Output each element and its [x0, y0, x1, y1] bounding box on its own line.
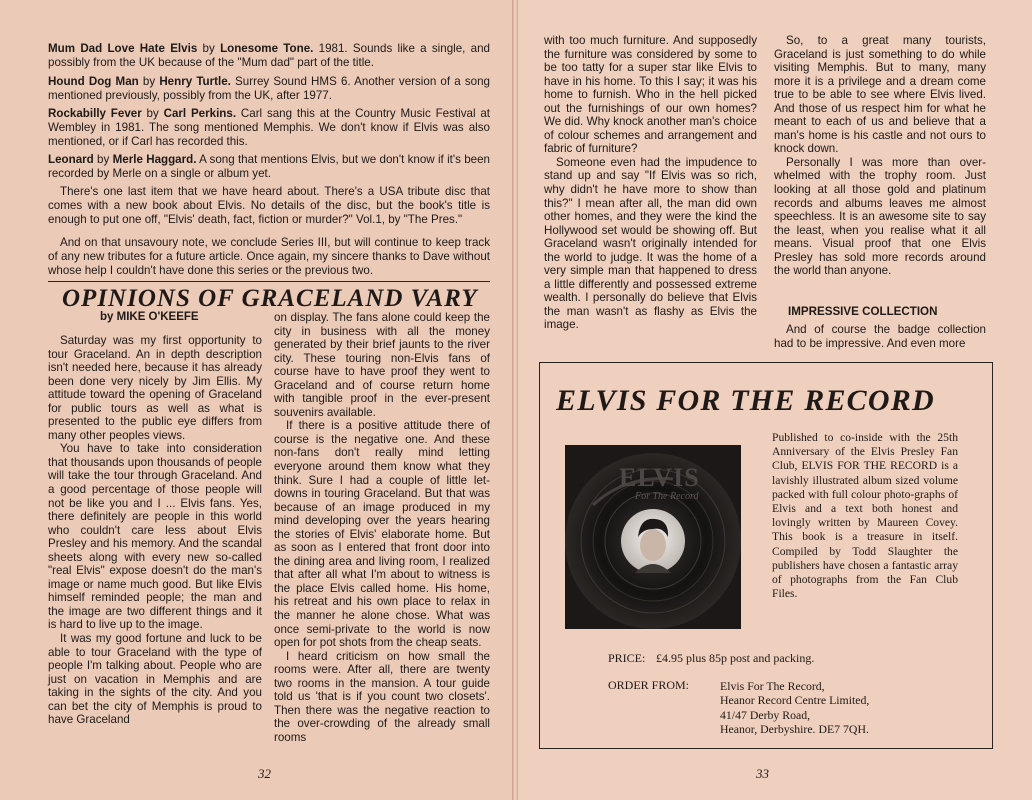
- article-paragraph: And of course the badge collection had to be impressive. And even more: [774, 323, 986, 350]
- article-paragraph: Someone even had the impudence to stand up and say "If Elvis was so rich, why didn't he have more to show than this?" I mean after all, the man did own other homes, and they were the kind the Hollywood set would be showing off. But Graceland wasn't originally intended for the world to judge. It was the home of a very simple man that happened to dress a little differently and possessed extreme wealth. I personally do believe that Elvis the man wasn't as flashy as Elvis the image.: [544, 155, 757, 332]
- address-line: Heanor, Derbyshire. DE7 7QH.: [720, 722, 869, 737]
- closing-paragraph: And on that unsavoury note, we conclude Series III, but will continue to keep track of any new tributes for a future article. Once again, my sincere thanks to Dave without whose help I couldn't have done this series or the previous two.: [48, 236, 490, 278]
- page-spine: [512, 0, 518, 800]
- article-paragraph: It was my good fortune and luck to be able to tour Graceland with the type of people I'm talking about. People who are just on vacation in Memphis and are taking in the sights of the city. And you can bet the city of Memphis is proud to have Graceland: [48, 632, 262, 727]
- article-paragraph: on display. The fans alone could keep the city in business with all the money generated by their brief jaunts to the river city. These touring non-Elvis fans of course have to have proof they went to Graceland and of course return home with tangible proof in the ever-present souvenirs available.: [274, 311, 490, 419]
- article-column-3: [544, 34, 757, 332]
- article-paragraph: You have to take into consideration that thousands upon thousands of people will take the tour through Graceland. And a good percentage of those people will not be like you and I ... Elvis fans. Yes, there definitely are people in this world who couldn't care less about Elvis Presley and his memory. And the scandal sheets along with every new so-called "real Elvis" expose doesn't do the man's image or name much good. But like Elvis himself reminded people; the man and the image are two different things and it is hard to live up to the image.: [48, 442, 262, 632]
- address-line: Elvis For The Record,: [720, 679, 825, 693]
- order-address: [720, 679, 869, 737]
- album-subtitle-text: For The Record: [635, 491, 699, 502]
- advertisement-title: ELVIS FOR THE RECORD: [556, 384, 935, 417]
- article-paragraph: Saturday was my first opportunity to tour Graceland. An in depth description isn't needed here, because it has already been done very nicely by Jim Ellis. My attitude toward the opening of Graceland for public tours as well as what is presented to the public eye differs from many other peoples views.: [48, 334, 262, 442]
- listing-item: Mum Dad Love Hate Elvis by Lonesome Tone. 1981. Sounds like a single, and possibly from the UK because of the "Mum dad" part of the title.: [48, 42, 490, 70]
- page-number: 32: [258, 766, 271, 781]
- order-label: ORDER FROM:: [608, 678, 690, 692]
- section-subhead: IMPRESSIVE COLLECTION: [788, 305, 938, 318]
- listing-item: Rockabilly Fever by Carl Perkins. Carl sang this at the Country Music Festival at Wembley in 1981. The song mentioned Memphis. We don't know if Elvis was also mentioned, or if Carl has recorded this.: [48, 107, 491, 149]
- album-cover-image: [565, 445, 741, 629]
- article-headline: OPINIONS OF GRACELAND VARY: [62, 285, 478, 312]
- page-number: 33: [756, 766, 769, 781]
- article-paragraph: I heard criticism on how small the rooms were. After all, there are twenty two rooms in the mansion. A tour guide told us 'that is if you count two closets'. Then there was the negative reaction to the over-crowding of the already small rooms: [274, 649, 490, 744]
- listing-item: Hound Dog Man by Henry Turtle. Surrey Sound HMS 6. Another version of a song mentioned previously, possibly from the UK, after 1977.: [48, 75, 491, 103]
- advertisement-copy: Published to co-inside with the 25th Anniversary of the Elvis Presley Fan Club, ELVIS FOR THE RECORD is a lavishly illustrated album sized volume packed with full colour photo-graphs of Elvis and a text both honest and lovingly written by Maureen Covey. This book is a treasure in itself. Compiled by Todd Slaughter the publishers have chosen a fantastic array of photographs from the Fan Club Files.: [772, 431, 958, 601]
- article-column-2: [274, 311, 490, 745]
- album-title-text: ELVIS: [619, 463, 700, 492]
- address-line: Heanor Record Centre Limited,: [720, 693, 870, 708]
- article-column-4: [774, 34, 986, 278]
- article-byline: by MIKE O'KEEFE: [100, 311, 199, 323]
- article-paragraph: Personally I was more than over-whelmed with the trophy room. Just looking at all those gold and platinum records and albums leaves me almost speechless. It is an awesome site to say the least, when you realise what it all means. Visual proof that one Elvis Presley has sold more records around the world than anyone.: [774, 155, 986, 278]
- article-paragraph: So, to a great many tourists, Graceland is just something to do while visiting Memphis. But to many, many more it is a privilege and a dream come true to be able to see where Elvis lived. And those of us respect him for what he meant to each of us and believe that a man's home is his castle and not ours to knock down.: [774, 34, 986, 156]
- article-paragraph: If there is a positive attitude there of course is the negative one. And these non-fans don't really mind letting everyone around them know what they think. Sure I had a couple of little let-downs in touring Graceland. But that was because of an image produced in my mind developing over the years hearing the stories of Elvis' elaborate home. But as soon as I entered that front door into the dining area and living room, I realized that after all what I'm about to witness is the place Elvis called home. His home, his retreat and his own place to relax in the manner he alone chose. What was once semi-private to the world is now open for pot shots from the cheap seats.: [274, 419, 490, 650]
- article-column-1: [48, 334, 262, 727]
- section-divider: [48, 281, 490, 282]
- listing-item: Leonard by Merle Haggard. A song that mentions Elvis, but we don't know if it's been recorded by Merle on a single or album yet.: [48, 153, 490, 181]
- price-value: £4.95 plus 85p post and packing.: [656, 651, 815, 665]
- price-label: PRICE:: [608, 651, 646, 665]
- closing-paragraph: There's one last item that we have heard about. There's a USA tribute disc that comes with a new book about Elvis. No details of the disc, but the book's title is enough to put one off, "Elvis' death, fact, fiction or murder?" Vol.1, by "The Pres.": [48, 185, 490, 227]
- article-paragraph: with too much furniture. And supposedly the furniture was considered by some to be too tatty for a super star like Elvis to have in his home. To this I say; it was his home to furnish. Who in the hell picked out the furnishings of our own homes? We did. Why knock another man's choice of colour schemes and arrangement and fabric of furniture?: [544, 34, 757, 156]
- article-column-4-continued: [774, 323, 986, 350]
- address-line: 41/47 Derby Road,: [720, 707, 811, 722]
